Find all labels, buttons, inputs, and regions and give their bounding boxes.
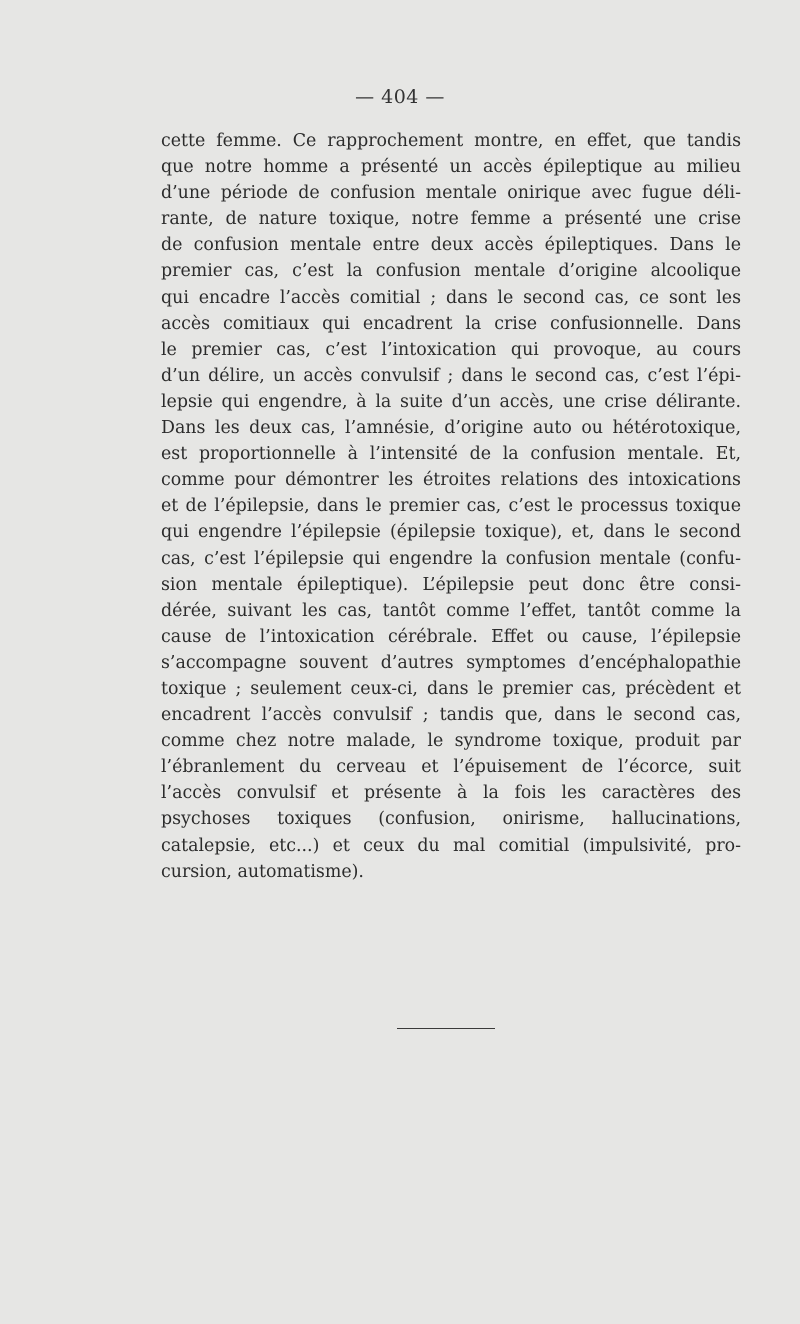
text-line: accès comitiaux qui encadrent la crise confusionnelle. Dans — [161, 313, 741, 334]
text-line: l’accès convulsif et présente à la fois les caractères des — [161, 783, 741, 804]
text-line: d’un délire, un accès convulsif ; dans le second cas, c’est l’épi- — [161, 365, 741, 386]
text-line: de confusion mentale entre deux accès épileptiques. Dans le — [161, 235, 741, 256]
text-line: que notre homme a présenté un accès épileptique au milieu — [161, 157, 741, 178]
text-line: psychoses toxiques (confusion, onirisme, hallucinations, — [161, 809, 741, 830]
text-line: cause de l’intoxication cérébrale. Effet ou cause, l’épilepsie — [161, 626, 741, 647]
text-line: toxique ; seulement ceux-ci, dans le premier cas, précèdent et — [161, 678, 741, 699]
page-number: — 404 — — [355, 86, 445, 108]
text-line: le premier cas, c’est l’intoxication qui provoque, au cours — [161, 339, 741, 360]
text-line: et de l’épilepsie, dans le premier cas, c’est le processus toxique — [161, 496, 741, 517]
text-line: s’accompagne souvent d’autres symptomes d’encéphalopathie — [161, 652, 741, 673]
text-line: cette femme. Ce rapprochement montre, en effet, que tandis — [161, 131, 741, 151]
text-line: comme chez notre malade, le syndrome toxique, produit par — [161, 731, 741, 752]
text-line: cas, c’est l’épilepsie qui engendre la confusion mentale (confu- — [161, 548, 741, 569]
text-line: rante, de nature toxique, notre femme a présenté une crise — [161, 209, 741, 230]
text-line: encadrent l’accès convulsif ; tandis que, dans le second cas, — [161, 705, 741, 726]
text-line: d’une période de confusion mentale onirique avec fugue déli- — [161, 183, 741, 204]
text-line: catalepsie, etc...) et ceux du mal comitial (impulsivité, pro- — [161, 835, 741, 856]
body-text — [161, 128, 741, 885]
text-line: comme pour démontrer les étroites relations des intoxications — [161, 470, 741, 491]
text-line: l’ébranlement du cerveau et l’épuisement de l’écorce, suit — [161, 757, 741, 778]
text-line: qui engendre l’épilepsie (épilepsie toxique), et, dans le second — [161, 522, 741, 543]
text-line: premier cas, c’est la confusion mentale d’origine alcoolique — [161, 261, 741, 282]
text-line: lepsie qui engendre, à la suite d’un accès, une crise délirante. — [161, 391, 741, 412]
text-line: cursion, automatisme). — [161, 861, 364, 882]
text-line: dérée, suivant les cas, tantôt comme l’effet, tantôt comme la — [161, 600, 741, 621]
section-divider — [397, 1028, 495, 1029]
text-line: est proportionnelle à l’intensité de la confusion mentale. Et, — [161, 444, 741, 465]
text-line: qui encadre l’accès comitial ; dans le second cas, ce sont les — [161, 287, 741, 308]
text-line: Dans les deux cas, l’amnésie, d’origine auto ou hétérotoxique, — [161, 418, 741, 439]
text-line: sion mentale épileptique). L’épilepsie peut donc être consi- — [161, 574, 741, 595]
